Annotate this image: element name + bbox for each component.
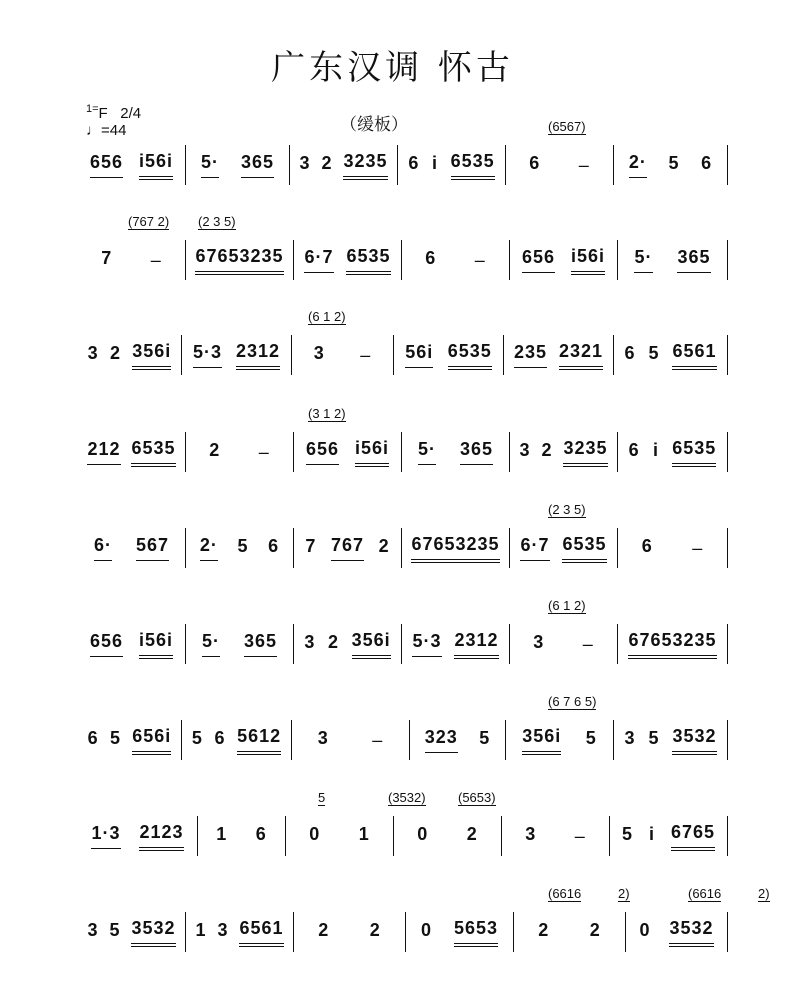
note-group: 3532: [672, 726, 716, 755]
note-group: i: [648, 823, 655, 844]
note-group: 5·: [201, 152, 219, 178]
measure: [506, 720, 614, 760]
note-group: 2: [327, 631, 339, 652]
note-group: –: [258, 441, 270, 462]
measure: [292, 335, 394, 375]
note-group: 2: [541, 439, 553, 460]
grace-notes: (767 2): [128, 214, 170, 229]
note-group: 5: [109, 919, 121, 940]
measure: [78, 240, 186, 280]
measure: [186, 912, 294, 952]
note-group: 5: [621, 823, 633, 844]
note-group: 1: [195, 919, 207, 940]
measure: [294, 240, 402, 280]
measure: [78, 816, 198, 856]
note-group: –: [150, 249, 162, 270]
note-group: 6: [425, 247, 437, 268]
note-group: 356i: [522, 726, 561, 755]
measure: [186, 624, 294, 664]
note-group: 5·: [634, 247, 652, 273]
note-group: 67653235: [195, 246, 283, 275]
measure: [402, 240, 510, 280]
measure: [398, 145, 506, 185]
note-group: 2312: [454, 630, 498, 659]
note-group: i56i: [571, 246, 605, 275]
note-group: 6·: [94, 535, 112, 561]
note-group: i: [431, 152, 438, 173]
measure: [292, 720, 410, 760]
measure: [506, 145, 614, 185]
note-group: 3: [533, 631, 545, 652]
note-group: 3: [519, 439, 531, 460]
note-group: 6535: [448, 341, 492, 370]
note-group: 3: [299, 152, 311, 173]
note-group: 2321: [559, 341, 603, 370]
key-value: F: [98, 105, 108, 122]
quarter-note-icon: ♩: [86, 122, 101, 139]
measure: [514, 912, 626, 952]
tempo-marking: [86, 122, 126, 139]
note-group: 5: [648, 727, 660, 748]
meter: 2/4: [120, 105, 142, 122]
note-group: 2312: [236, 341, 280, 370]
note-group: 6: [529, 152, 541, 173]
note-group: 2123: [139, 822, 183, 851]
note-group: 356i: [132, 341, 171, 370]
note-group: 567: [136, 535, 169, 561]
note-group: 656: [90, 631, 123, 657]
key-signature: [86, 98, 141, 125]
note-group: 365: [244, 631, 277, 657]
score-line: [78, 694, 728, 760]
note-group: 6: [87, 727, 99, 748]
style-marking: （缓板）: [340, 115, 408, 135]
measure: [618, 624, 728, 664]
measure: [402, 432, 510, 472]
measure: [504, 335, 614, 375]
measure: [78, 145, 186, 185]
measure: [614, 720, 728, 760]
grace-notes: (6616: [548, 886, 582, 901]
measure: [78, 624, 186, 664]
grace-notes: (5653): [458, 790, 496, 805]
note-group: 212: [87, 439, 120, 465]
note-group: 2: [378, 535, 390, 556]
note-group: 1·3: [91, 823, 120, 849]
score-line: [78, 309, 728, 375]
note-group: 365: [460, 439, 493, 465]
note-group: 6: [214, 727, 226, 748]
measure: [510, 240, 618, 280]
note-group: 2: [466, 823, 478, 844]
note-group: 7: [101, 247, 113, 268]
note-group: 3: [317, 727, 329, 748]
note-group: 5653: [454, 918, 498, 947]
grace-notes: (6 7 6 5): [548, 694, 597, 709]
grace-notes: (2 3 5): [548, 502, 586, 517]
note-group: 3532: [669, 918, 713, 947]
measure: [618, 432, 728, 472]
key-prefix: 1=: [86, 103, 99, 115]
note-group: 3532: [131, 918, 175, 947]
note-group: 6: [624, 342, 636, 363]
note-group: 0: [417, 823, 429, 844]
measure: [406, 912, 514, 952]
note-group: 6535: [562, 534, 606, 563]
note-group: 56i: [405, 342, 433, 368]
measure: [618, 240, 728, 280]
note-group: –: [360, 344, 372, 365]
note-group: 656: [522, 247, 555, 273]
note-group: 6: [408, 152, 420, 173]
measure: [510, 528, 618, 568]
note-group: 0: [309, 823, 321, 844]
measure: [510, 624, 618, 664]
measure: [610, 816, 728, 856]
note-group: 2: [538, 919, 550, 940]
note-group: 3235: [343, 151, 387, 180]
note-group: –: [372, 729, 384, 750]
measure: [182, 335, 292, 375]
note-group: 3: [313, 342, 325, 363]
score-line: [78, 598, 728, 664]
measure: [402, 528, 510, 568]
note-group: 2·: [629, 152, 647, 178]
note-group: 3: [525, 823, 537, 844]
measure: [186, 145, 290, 185]
note-group: –: [474, 249, 486, 270]
note-group: i56i: [139, 151, 173, 180]
measure: [182, 720, 292, 760]
score-line: [78, 502, 728, 568]
note-group: 7: [305, 535, 317, 556]
grace-notes: (2 3 5): [198, 214, 236, 229]
note-group: 6·7: [520, 535, 549, 561]
grace-notes: (6 1 2): [308, 309, 346, 324]
note-group: 1: [358, 823, 370, 844]
grace-notes: 5: [318, 790, 326, 805]
measure: [198, 816, 286, 856]
measure: [618, 528, 728, 568]
note-group: 67653235: [411, 534, 499, 563]
score-title: 广东汉调 怀古: [271, 48, 514, 88]
note-group: 365: [241, 152, 274, 178]
note-group: 2: [369, 919, 381, 940]
note-group: i56i: [139, 630, 173, 659]
measure: [290, 145, 398, 185]
note-group: 6: [268, 535, 280, 556]
measure: [78, 432, 186, 472]
note-group: 5: [585, 727, 597, 748]
score-line: [78, 886, 770, 952]
note-group: –: [574, 825, 586, 846]
note-group: 6535: [131, 438, 175, 467]
note-group: 2: [209, 439, 221, 460]
measure: [410, 720, 506, 760]
note-group: 6: [701, 152, 713, 173]
note-group: 6: [641, 535, 653, 556]
note-group: 5: [648, 342, 660, 363]
note-group: 5: [479, 727, 491, 748]
grace-notes: 2): [618, 886, 630, 901]
note-group: 5612: [237, 726, 281, 755]
measure: [614, 145, 728, 185]
note-group: 5: [109, 727, 121, 748]
note-group: 656: [90, 152, 123, 178]
note-group: 3235: [563, 438, 607, 467]
grace-notes: (6616: [688, 886, 722, 901]
grace-notes: (6 1 2): [548, 598, 586, 613]
note-group: 3: [624, 727, 636, 748]
note-group: 3: [217, 919, 229, 940]
grace-notes: (3 1 2): [308, 406, 346, 421]
note-group: 2: [321, 152, 333, 173]
measure: [294, 912, 406, 952]
note-group: 67653235: [628, 630, 716, 659]
note-group: 6561: [672, 341, 716, 370]
note-group: 5·3: [412, 631, 441, 657]
note-group: 0: [639, 919, 651, 940]
note-group: 5: [237, 535, 249, 556]
measure: [78, 528, 186, 568]
measure: [402, 624, 510, 664]
grace-notes: 2): [758, 886, 770, 901]
score-line: [78, 406, 728, 472]
note-group: –: [578, 154, 590, 175]
note-group: –: [692, 537, 704, 558]
measure: [294, 528, 402, 568]
measure: [286, 816, 394, 856]
note-group: 6765: [671, 822, 715, 851]
note-group: 1: [216, 823, 228, 844]
note-group: 2·: [200, 535, 218, 561]
measure: [614, 335, 728, 375]
note-group: 2: [589, 919, 601, 940]
grace-notes: (6567): [548, 119, 586, 134]
measure: [186, 528, 294, 568]
measure: [394, 816, 502, 856]
note-group: 3: [304, 631, 316, 652]
note-group: 356i: [352, 630, 391, 659]
score-line: [78, 790, 728, 856]
note-group: –: [582, 633, 594, 654]
grace-notes: (3532): [388, 790, 426, 805]
note-group: 6535: [346, 246, 390, 275]
measure: [294, 432, 402, 472]
tempo-value: =44: [101, 122, 127, 139]
note-group: 2: [318, 919, 330, 940]
measure: [78, 335, 182, 375]
note-group: 5: [191, 727, 203, 748]
measure: [78, 912, 186, 952]
note-group: 6535: [672, 438, 716, 467]
note-group: 3: [87, 919, 99, 940]
note-group: 767: [331, 535, 364, 561]
measure: [78, 720, 182, 760]
note-group: 6535: [451, 151, 495, 180]
note-group: 3: [87, 342, 99, 363]
measure: [626, 912, 728, 952]
note-group: 0: [420, 919, 432, 940]
note-group: 6: [255, 823, 267, 844]
measure: [510, 432, 618, 472]
note-group: 6·7: [304, 247, 333, 273]
note-group: 2: [109, 342, 121, 363]
note-group: 5: [668, 152, 680, 173]
note-group: 656i: [132, 726, 171, 755]
note-group: 5·: [202, 631, 220, 657]
note-group: 323: [425, 727, 458, 753]
measure: [186, 240, 294, 280]
note-group: 5·: [418, 439, 436, 465]
score-line: [78, 214, 728, 280]
note-group: 5·3: [193, 342, 222, 368]
measure: [294, 624, 402, 664]
note-group: 365: [677, 247, 710, 273]
measure: [394, 335, 504, 375]
note-group: i56i: [355, 438, 389, 467]
measure: [502, 816, 610, 856]
note-group: 6561: [239, 918, 283, 947]
note-group: 6: [628, 439, 640, 460]
measure: [186, 432, 294, 472]
note-group: 235: [514, 342, 547, 368]
note-group: i: [652, 439, 659, 460]
note-group: 656: [306, 439, 339, 465]
